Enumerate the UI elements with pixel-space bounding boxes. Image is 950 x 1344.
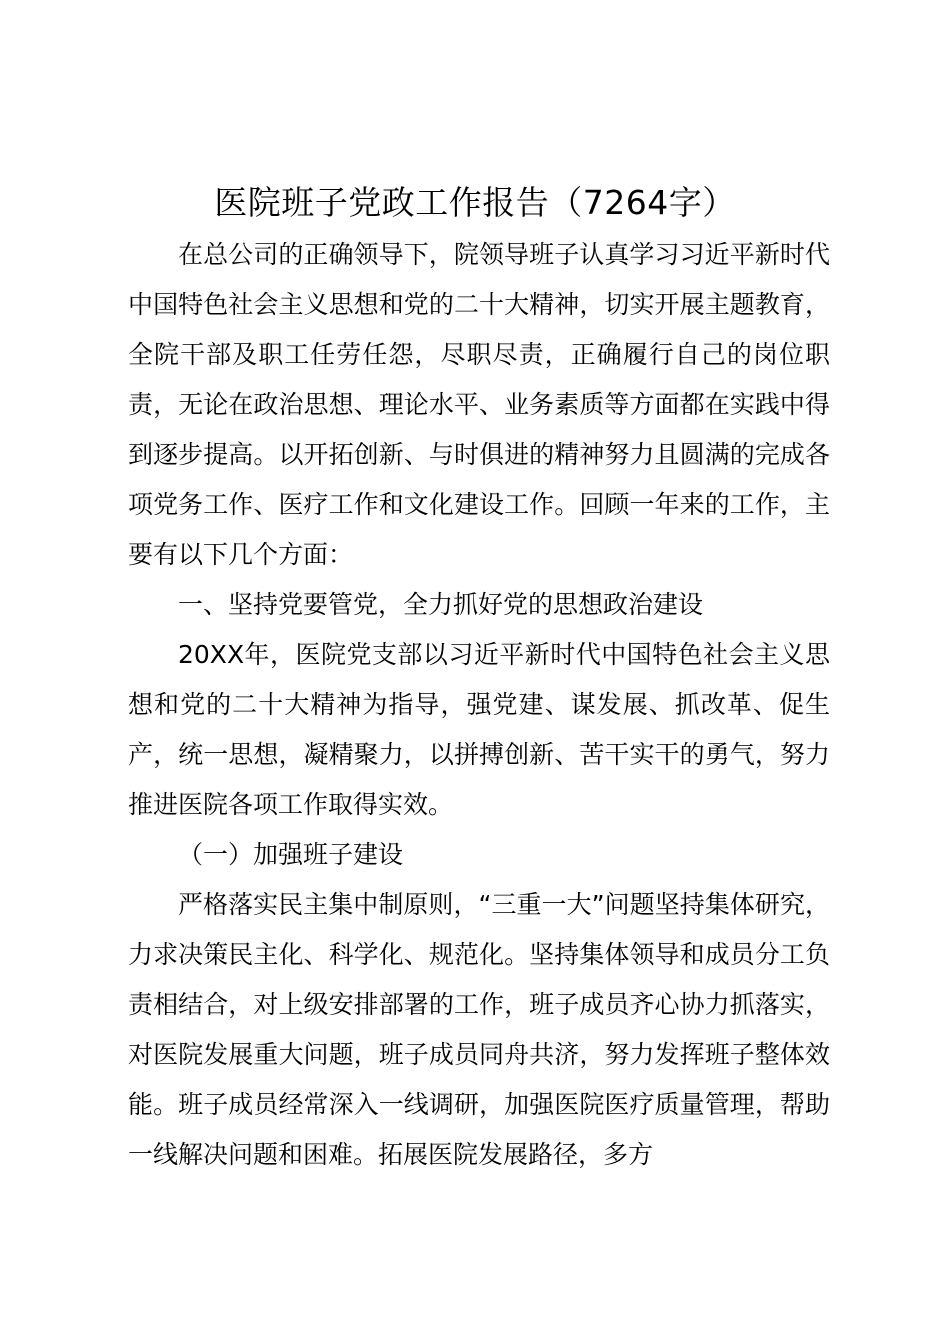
document-body bbox=[128, 230, 830, 1180]
document-title: 医院班子党政工作报告（7264字） bbox=[214, 183, 736, 222]
paragraph-section-1: 20XX年，医院党支部以习近平新时代中国特色社会主义思想和党的二十大精神为指导，强党建、谋发展、抓改革、促生产，统一思想，凝精聚力，以拼搏创新、苦干实干的勇气，努力推进医院各项工作取得实效。 bbox=[128, 640, 830, 819]
paragraph-subsection-1: 严格落实民主集中制原则，“三重一大”问题坚持集体研究，力求决策民主化、科学化、规范化。坚持集体领导和成员分工负责相结合，对上级安排部署的工作，班子成员齐心协力抓落实，对医院发展重大问题，班子成员同舟共济，努力发挥班子整体效能。班子成员经常深入一线调研，加强医院医疗质量管理，帮助一线解决问题和困难。拓展医院发展路径，多方 bbox=[128, 890, 830, 1169]
section-heading-1: 一、坚持党要管党，全力抓好党的思想政治建设 bbox=[178, 590, 704, 619]
paragraph-intro: 在总公司的正确领导下，院领导班子认真学习习近平新时代中国特色社会主义思想和党的二十大精神，切实开展主题教育，全院干部及职工任劳任怨，尽职尽责，正确履行自己的岗位职责，无论在政治思想、理论水平、业务素质等方面都在实践中得到逐步提高。以开拓创新、与时俱进的精神努力且圆满的完成各项党务工作、医疗工作和文化建设工作。回顾一年来的工作，主要有以下几个方面： bbox=[128, 240, 830, 569]
subsection-heading-1: （一）加强班子建设 bbox=[178, 840, 404, 869]
